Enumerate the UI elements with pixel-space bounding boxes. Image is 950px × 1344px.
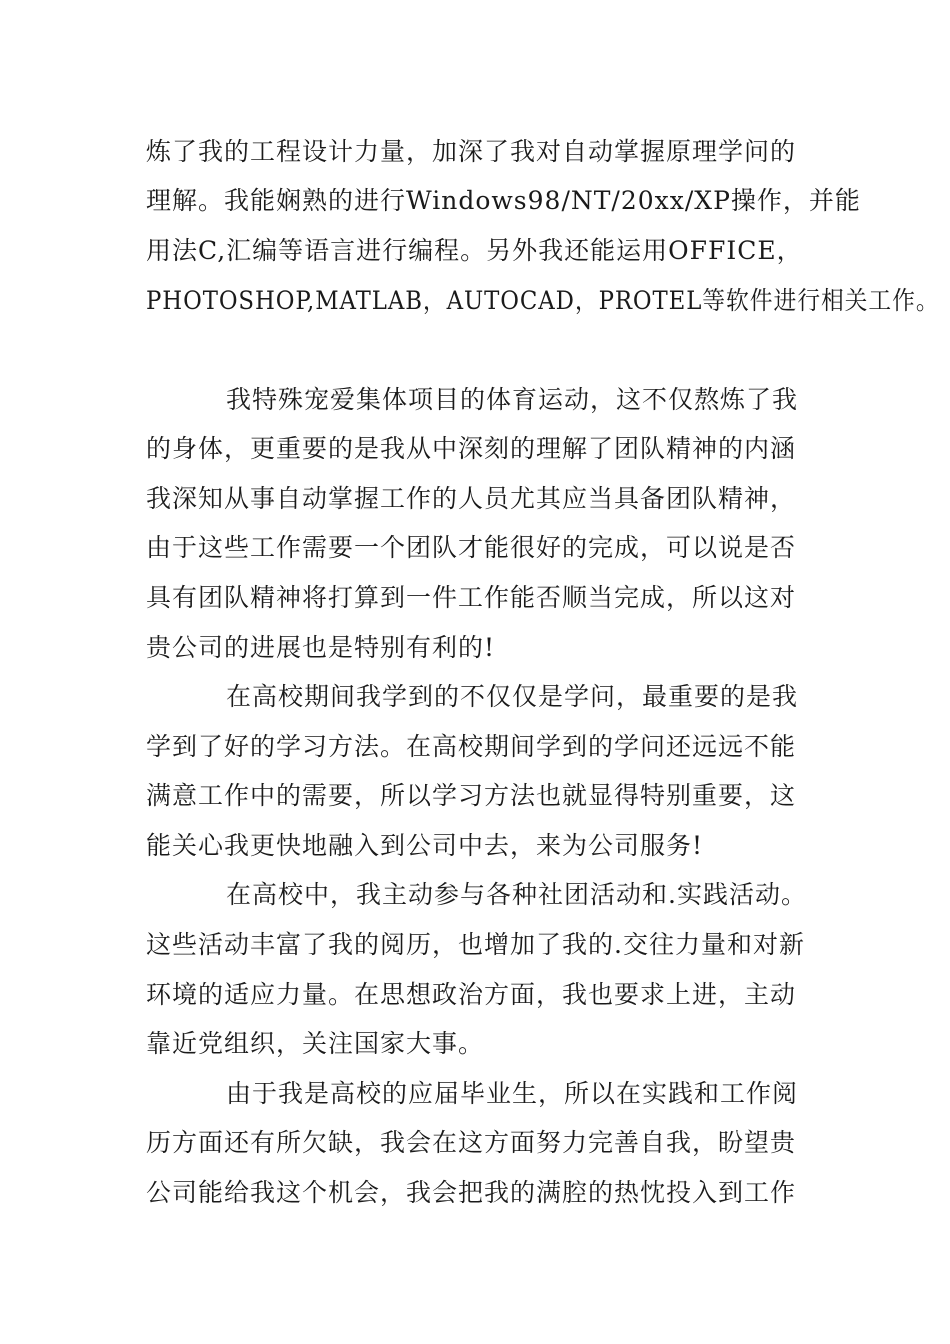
text-line: 能关心我更快地融入到公司中去，来为公司服务! xyxy=(146,831,704,860)
text-line: 由于这些工作需要一个团队才能很好的完成，可以说是否 xyxy=(146,533,797,562)
text-line: 历方面还有所欠缺，我会在这方面努力完善自我，盼望贵 xyxy=(146,1128,797,1157)
text-line: 我深知从事自动掌握工作的人员尤其应当具备团队精神， xyxy=(146,484,797,513)
paragraph-first-line: 我特殊宠爱集体项目的体育运动，这不仅熬炼了我 xyxy=(226,385,799,414)
text-line: 环境的适应力量。在思想政治方面，我也要求上进，主动 xyxy=(146,980,797,1009)
text-line: 具有团队精神将打算到一件工作能否顺当完成，所以这对 xyxy=(146,583,797,612)
paragraph-first-line: 在高校期间我学到的不仅仅是学问，最重要的是我 xyxy=(226,682,799,711)
text-line: 满意工作中的需要，所以学习方法也就显得特别重要，这 xyxy=(146,781,797,810)
text-line: 用法C,汇编等语言进行编程。另外我还能运用OFFICE， xyxy=(146,236,803,265)
paragraph-first-line: 在高校中，我主动参与各种社团活动和.实践活动。 xyxy=(226,880,807,909)
text-line: 理解。我能娴熟的进行Windows98/NT/20xx/XP操作，并能 xyxy=(146,186,861,215)
text-line: 学到了好的学习方法。在高校期间学到的学问还远远不能 xyxy=(146,732,797,761)
text-line: 贵公司的进展也是特别有利的! xyxy=(146,633,496,662)
paragraph-first-line: 由于我是高校的应届毕业生，所以在实践和工作阅 xyxy=(226,1079,799,1108)
text-line: 这些活动丰富了我的阅历，也增加了我的.交往力量和对新 xyxy=(146,930,805,959)
text-line: 公司能给我这个机会，我会把我的满腔的热忱投入到工作 xyxy=(146,1178,797,1207)
text-line: PHOTOSHOP,MATLAB，AUTOCAD，PROTEL等软件进行相关工作。 xyxy=(146,286,940,315)
text-line: 的身体，更重要的是我从中深刻的理解了团队精神的内涵 xyxy=(146,434,797,463)
text-line: 炼了我的工程设计力量，加深了我对自动掌握原理学问的 xyxy=(146,137,797,166)
text-line: 靠近党组织，关注国家大事。 xyxy=(146,1029,485,1058)
